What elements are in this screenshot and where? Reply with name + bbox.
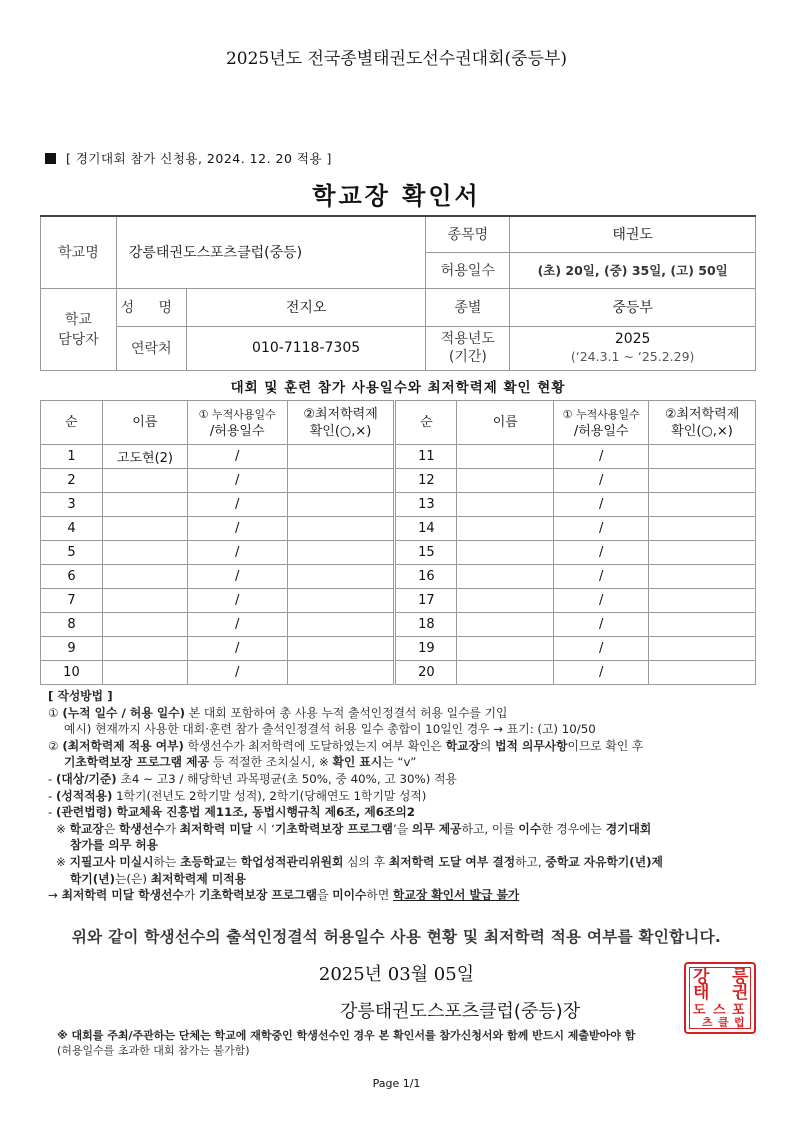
row-no-left: 4 bbox=[41, 517, 103, 541]
allowed-days-value: (초) 20일, (중) 35일, (고) 50일 bbox=[510, 252, 756, 288]
method-line-11: 학기(년)는(은) 최저학력제 미적용 bbox=[70, 871, 247, 886]
document-title: 학교장 확인서 bbox=[312, 182, 481, 210]
row-days-left: / bbox=[187, 613, 287, 637]
square-bullet-icon bbox=[45, 153, 56, 164]
row-days-left: / bbox=[187, 541, 287, 565]
row-days-left: / bbox=[187, 517, 287, 541]
signatory: 강릉태권도스포츠클럽(중등)장 bbox=[340, 1001, 581, 1022]
row-academic-left bbox=[287, 469, 395, 493]
name-label: 성 명 bbox=[116, 288, 186, 326]
row-name-left bbox=[102, 661, 187, 685]
row-academic-left bbox=[287, 565, 395, 589]
manager-label-line2: 담당자 bbox=[58, 332, 99, 348]
year-value: 2025 bbox=[614, 331, 651, 347]
row-academic-right bbox=[649, 493, 756, 517]
row-days-left: / bbox=[187, 661, 287, 685]
row-no-left: 8 bbox=[41, 613, 103, 637]
manager-label-line1: 학교 bbox=[64, 312, 92, 328]
row-no-right: 15 bbox=[395, 541, 457, 565]
footnote bbox=[57, 1028, 777, 1058]
footnote-line-1: ※ 대회를 주최/주관하는 단체는 학교에 재학중인 학생선수인 경우 본 확인서를 참가신청서와 함께 반드시 제출받아야 함 bbox=[57, 1029, 636, 1042]
row-name-right bbox=[457, 517, 554, 541]
row-name-left bbox=[102, 565, 187, 589]
page-number: Page 1/1 bbox=[372, 1077, 421, 1090]
row-academic-right bbox=[649, 589, 756, 613]
row-no-left: 9 bbox=[41, 637, 103, 661]
red-seal-stamp bbox=[684, 962, 756, 1034]
seal-char: 츠 bbox=[702, 1016, 713, 1029]
row-name-right bbox=[457, 469, 554, 493]
row-name-right bbox=[457, 565, 554, 589]
row-academic-left bbox=[287, 445, 395, 469]
issue-date: 2025년 03월 05일 bbox=[318, 964, 475, 985]
table-row bbox=[41, 613, 756, 637]
section-title: 대회 및 훈련 참가 사용일수와 최저학력제 확인 현황 bbox=[230, 380, 566, 396]
event-label: 종목명 bbox=[426, 216, 510, 252]
row-name-left: 고도현(2) bbox=[102, 445, 187, 469]
row-academic-right bbox=[649, 517, 756, 541]
row-name-left bbox=[102, 613, 187, 637]
manager-name: 전지오 bbox=[186, 288, 426, 326]
method-line-10: ※ 지필고사 미실시하는 초등학교는 학업성적관리위원회 심의 후 최저학력 도달 여부 결정하고, 중학교 자유학기(년)제 bbox=[56, 854, 663, 869]
row-academic-right bbox=[649, 637, 756, 661]
col-days-line1: ① 누적사용일수 bbox=[198, 407, 276, 421]
seal-char: 도 bbox=[693, 1003, 706, 1018]
table-row bbox=[41, 469, 756, 493]
row-days-right: / bbox=[554, 565, 649, 589]
method-line-8: ※ 학교장은 학생선수가 최저학력 미달 시 ‘기초학력보장 프로그램’을 의무 제공하고, 이를 이수한 경우에는 경기대회 bbox=[56, 821, 652, 836]
row-academic-right bbox=[649, 661, 756, 685]
row-no-left: 5 bbox=[41, 541, 103, 565]
table-row bbox=[41, 517, 756, 541]
row-days-right: / bbox=[554, 493, 649, 517]
year-label-line1: 적용년도 bbox=[440, 331, 495, 347]
method-line-9: 참가를 의무 허용 bbox=[70, 838, 158, 853]
row-academic-right bbox=[649, 565, 756, 589]
row-days-left: / bbox=[187, 469, 287, 493]
table-row bbox=[41, 541, 756, 565]
table-row bbox=[41, 565, 756, 589]
col-name-right: 이름 bbox=[457, 401, 554, 445]
row-academic-left bbox=[287, 613, 395, 637]
method-title: [ 작성방법 ] bbox=[48, 689, 113, 703]
row-name-right bbox=[457, 661, 554, 685]
col-days-right-line2: /허용일수 bbox=[573, 423, 629, 439]
division-label: 종별 bbox=[426, 288, 510, 326]
row-days-right: / bbox=[554, 613, 649, 637]
seal-char: 스 bbox=[713, 1003, 726, 1018]
seal-char: 릉 bbox=[732, 967, 749, 987]
row-no-left: 10 bbox=[41, 661, 103, 685]
year-label bbox=[426, 326, 510, 370]
row-no-left: 1 bbox=[41, 445, 103, 469]
row-name-right bbox=[457, 589, 554, 613]
row-academic-left bbox=[287, 493, 395, 517]
col-academic-line1: ②최저학력제 bbox=[303, 406, 378, 422]
grid-header-row bbox=[41, 401, 756, 445]
row-no-right: 11 bbox=[395, 445, 457, 469]
row-days-right: / bbox=[554, 661, 649, 685]
table-row bbox=[41, 661, 756, 685]
seal-char: 태 bbox=[693, 983, 710, 1003]
row-name-right bbox=[457, 637, 554, 661]
table-row bbox=[41, 445, 756, 469]
col-days-right bbox=[554, 401, 649, 445]
row-no-right: 17 bbox=[395, 589, 457, 613]
col-academic-right-line1: ②최저학력제 bbox=[664, 406, 740, 422]
method-line-5: - (대상/기준) 초4 ~ 고3 / 해당학년 과목평균(초 50%, 중 40%, 고 30%) 적용 bbox=[48, 771, 457, 786]
row-no-right: 13 bbox=[395, 493, 457, 517]
table-row bbox=[41, 589, 756, 613]
row-days-left: / bbox=[187, 445, 287, 469]
contact-value: 010-7118-7305 bbox=[186, 326, 426, 370]
col-academic-right bbox=[649, 401, 756, 445]
year-label-line2: (기간) bbox=[448, 349, 487, 365]
row-name-right bbox=[457, 613, 554, 637]
row-days-right: / bbox=[554, 637, 649, 661]
row-name-left bbox=[102, 541, 187, 565]
row-days-left: / bbox=[187, 637, 287, 661]
row-no-right: 18 bbox=[395, 613, 457, 637]
row-no-left: 2 bbox=[41, 469, 103, 493]
col-days-line2: /허용일수 bbox=[209, 423, 265, 439]
col-academic-line2: 확인(○,×) bbox=[309, 423, 372, 439]
row-academic-left bbox=[287, 589, 395, 613]
row-days-left: / bbox=[187, 493, 287, 517]
row-academic-left bbox=[287, 517, 395, 541]
col-days bbox=[187, 401, 287, 445]
row-name-right bbox=[457, 445, 554, 469]
table-row bbox=[41, 493, 756, 517]
manager-label bbox=[41, 288, 117, 370]
table-row bbox=[41, 637, 756, 661]
confirmation-statement: 위와 같이 학생선수의 출석인정결석 허용일수 사용 현황 및 최저학력 적용 여부를 확인합니다. bbox=[71, 928, 722, 946]
row-name-left bbox=[102, 589, 187, 613]
usage-grid bbox=[40, 400, 756, 685]
row-academic-left bbox=[287, 541, 395, 565]
row-days-left: / bbox=[187, 589, 287, 613]
row-academic-right bbox=[649, 613, 756, 637]
school-label: 학교명 bbox=[41, 216, 117, 288]
row-name-left bbox=[102, 493, 187, 517]
row-no-left: 6 bbox=[41, 565, 103, 589]
method-line-7: - (관련법령) 학교체육 진흥법 제11조, 동법시행규칙 제6조, 제6조의2 bbox=[48, 805, 415, 820]
row-days-right: / bbox=[554, 469, 649, 493]
row-no-right: 20 bbox=[395, 661, 457, 685]
col-academic-right-line2: 확인(○,×) bbox=[671, 423, 733, 439]
row-no-right: 16 bbox=[395, 565, 457, 589]
writing-method bbox=[48, 688, 768, 904]
seal-char: 포 bbox=[732, 1003, 745, 1018]
method-line-3: ② (최저학력제 적용 여부) 학생선수가 최저학력에 도달하였는지 여부 확인은 학교장의 법적 의무사항이므로 확인 후 bbox=[48, 738, 644, 753]
form-tag bbox=[45, 149, 332, 167]
row-academic-left bbox=[287, 661, 395, 685]
footnote-line-2: (허용일수를 초과한 대회 참가는 불가함) bbox=[57, 1044, 250, 1057]
row-academic-left bbox=[287, 637, 395, 661]
row-name-left bbox=[102, 517, 187, 541]
allowed-days-label: 허용일수 bbox=[426, 252, 510, 288]
period-value: (‘24.3.1 ~ ‘25.2.29) bbox=[570, 349, 695, 364]
row-name-left bbox=[102, 469, 187, 493]
row-days-right: / bbox=[554, 589, 649, 613]
method-line-12: → 최저학력 미달 학생선수가 기초학력보장 프로그램을 미이수하면 학교장 확인서 발급 불가 bbox=[48, 888, 520, 903]
row-academic-right bbox=[649, 445, 756, 469]
method-line-6: - (성적적용) 1학기(전년도 2학기말 성적), 2학기(당해연도 1학기말 성적) bbox=[48, 788, 427, 803]
col-no: 순 bbox=[41, 401, 103, 445]
row-name-right bbox=[457, 541, 554, 565]
row-name-right bbox=[457, 493, 554, 517]
info-table bbox=[40, 215, 756, 371]
method-line-4: 기초학력보장 프로그램 제공 등 적절한 조치실시, ※ 확인 표시는 “v” bbox=[64, 755, 417, 770]
division-value: 중등부 bbox=[510, 288, 756, 326]
row-name-left bbox=[102, 637, 187, 661]
contact-label: 연락처 bbox=[116, 326, 186, 370]
row-no-right: 19 bbox=[395, 637, 457, 661]
school-name: 강릉태권도스포츠클럽(중등) bbox=[116, 216, 426, 288]
row-no-left: 7 bbox=[41, 589, 103, 613]
row-days-right: / bbox=[554, 517, 649, 541]
seal-char: 클 bbox=[718, 1016, 729, 1029]
row-no-right: 12 bbox=[395, 469, 457, 493]
method-line-2: 예시) 현재까지 사용한 대회·훈련 참가 출석인정결석 허용 일수 총합이 10일인 경우 → 표기: (고) 10/50 bbox=[64, 722, 596, 737]
seal-char: 럽 bbox=[734, 1016, 745, 1029]
row-academic-right bbox=[649, 469, 756, 493]
row-no-right: 14 bbox=[395, 517, 457, 541]
col-no-right: 순 bbox=[395, 401, 457, 445]
col-academic bbox=[287, 401, 395, 445]
col-days-right-line1: ① 누적사용일수 bbox=[562, 407, 640, 421]
col-name: 이름 bbox=[102, 401, 187, 445]
row-no-left: 3 bbox=[41, 493, 103, 517]
row-days-right: / bbox=[554, 541, 649, 565]
seal-char: 강 bbox=[693, 967, 710, 987]
row-days-right: / bbox=[554, 445, 649, 469]
header-title: 2025년도 전국종별태권도선수권대회(중등부) bbox=[225, 49, 568, 69]
event-value: 태권도 bbox=[510, 216, 756, 252]
row-days-left: / bbox=[187, 565, 287, 589]
seal-char: 권 bbox=[732, 983, 749, 1003]
method-line-1: ① (누적 일수 / 허용 일수) 본 대회 포함하여 총 사용 누적 출석인정결석 허용 일수를 기입 bbox=[48, 705, 508, 720]
form-tag-text: [ 경기대회 참가 신청용, 2024. 12. 20 적용 ] bbox=[66, 151, 332, 166]
row-academic-right bbox=[649, 541, 756, 565]
year-cell bbox=[510, 326, 756, 370]
